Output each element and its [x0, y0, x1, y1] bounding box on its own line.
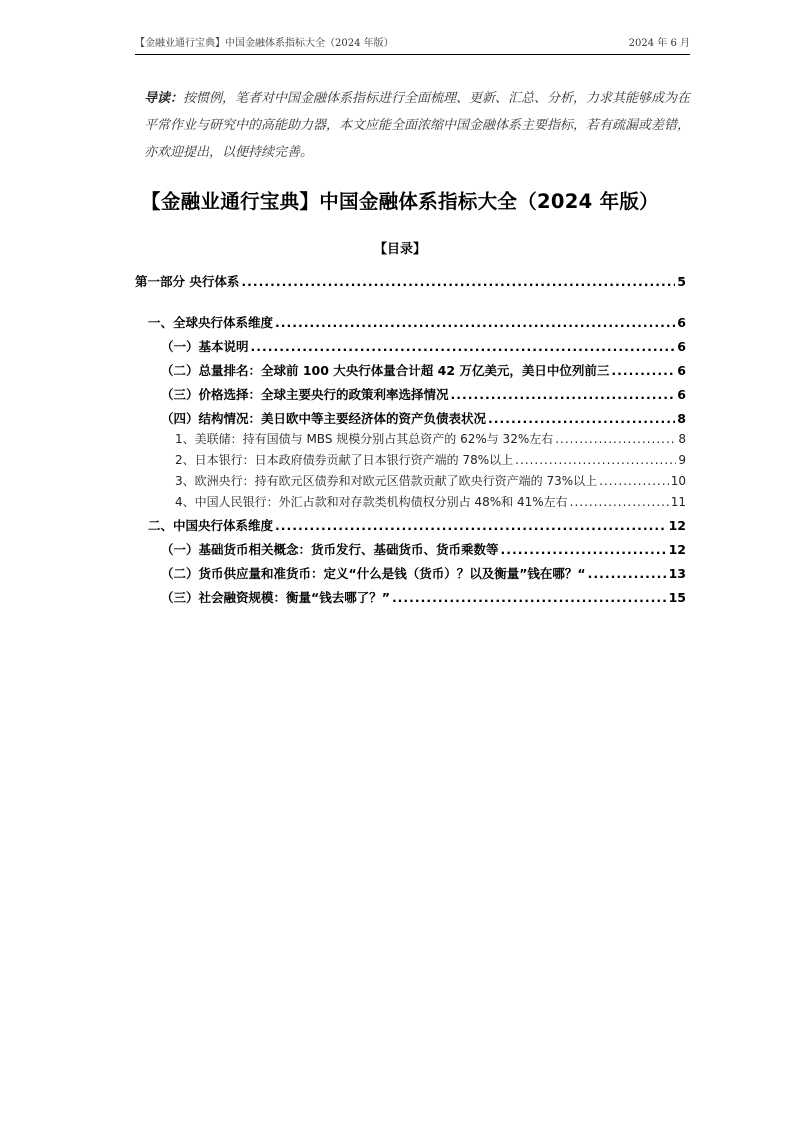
- toc-entry-subsection[interactable]: [161, 588, 686, 606]
- toc-leader-dots: [451, 387, 676, 402]
- intro-paragraph: [144, 85, 694, 166]
- toc-entry-part-1[interactable]: [135, 272, 686, 290]
- toc-page-number: 6: [677, 339, 686, 354]
- toc-entry-label: 第一部分 央行体系: [135, 274, 240, 289]
- toc-leader-dots: [570, 495, 669, 509]
- intro-text: 按惯例，笔者对中国金融体系指标进行全面梳理、更新、汇总、分析，力求其能够成为在平常作业与研究中的高能助力器，本文应能全面浓缩中国金融体系主要指标，若有疏漏或差错，亦欢迎提出，以便持续完善。: [144, 91, 691, 160]
- toc-leader-dots: [241, 274, 675, 289]
- toc-heading: 【目录】: [373, 242, 426, 257]
- toc-entry-label: 1、美联储：持有国债与 MBS 规模分别占其总资产的 62%与 32%左右: [175, 432, 554, 446]
- toc-entry-subsection[interactable]: [161, 564, 686, 582]
- toc-leader-dots: [392, 590, 667, 605]
- toc-entry-label: （一）基本说明: [161, 339, 249, 354]
- toc-entry-subsection[interactable]: [161, 409, 686, 427]
- toc-entry-subsection[interactable]: [161, 361, 686, 379]
- toc-page-number: 12: [668, 518, 686, 533]
- toc-page-number: 10: [670, 474, 686, 488]
- toc-entry-section-1[interactable]: [148, 313, 686, 331]
- header-document-title: 【金融业通行宝典】中国金融体系指标大全（2024 年版）: [135, 38, 394, 49]
- toc-page-number: 9: [678, 453, 686, 467]
- toc-entry-subsection[interactable]: [161, 337, 686, 355]
- toc-entry-label: 3、欧洲央行：持有欧元区债券和对欧元区借款贡献了欧央行资产端的 73%以上: [175, 474, 598, 488]
- toc-page-number: 8: [677, 411, 686, 426]
- toc-entry-label: 4、中国人民银行：外汇占款和对存款类机构债权分别占 48%和 41%左右: [175, 495, 568, 509]
- toc-entry-subsection[interactable]: [161, 385, 686, 403]
- toc-entry-item[interactable]: [175, 472, 686, 489]
- toc-leader-dots: [588, 566, 667, 581]
- toc-entry-label: （二）总量排名：全球前 100 大央行体量合计超 42 万亿美元，美日中位列前三: [161, 363, 610, 378]
- toc-leader-dots: [599, 474, 669, 488]
- toc-entry-label: 2、日本银行：日本政府债券贡献了日本银行资产端的 78%以上: [175, 453, 514, 467]
- toc-leader-dots: [611, 363, 675, 378]
- toc-page-number: 11: [670, 495, 686, 509]
- toc-page-number: 6: [677, 363, 686, 378]
- toc-leader-dots: [275, 315, 675, 330]
- header-date: 2024 年 6 月: [628, 38, 690, 49]
- toc-page-number: 13: [668, 566, 686, 581]
- toc-entry-section-2[interactable]: [148, 516, 686, 534]
- toc-leader-dots: [555, 432, 676, 446]
- toc-page-number: 5: [677, 274, 686, 289]
- toc-entry-label: （一）基础货币相关概念：货币发行、基础货币、货币乘数等: [161, 542, 499, 557]
- toc-entry-label: （三）社会融资规模：衡量“钱去哪了？”: [161, 590, 390, 605]
- page-header: [135, 34, 690, 52]
- intro-lead: 导读：: [144, 91, 184, 106]
- toc-leader-dots: [515, 453, 676, 467]
- toc-leader-dots: [251, 339, 676, 354]
- document-title: 【金融业通行宝典】中国金融体系指标大全（2024 年版）: [141, 190, 659, 213]
- toc-leader-dots: [488, 411, 675, 426]
- toc-entry-label: （三）价格选择：全球主要央行的政策利率选择情况: [161, 387, 449, 402]
- toc-entry-item[interactable]: [175, 451, 686, 468]
- toc-page-number: 6: [677, 315, 686, 330]
- toc-entry-label: （二）货币供应量和准货币：定义“什么是钱（货币）？以及衡量”钱在哪？“: [161, 566, 586, 581]
- toc-entry-label: 一、全球央行体系维度: [148, 315, 274, 330]
- toc-leader-dots: [275, 518, 667, 533]
- toc-page-number: 6: [677, 387, 686, 402]
- toc-entry-item[interactable]: [175, 493, 686, 510]
- toc-page-number: 8: [678, 432, 686, 446]
- toc-entry-label: （四）结构情况：美日欧中等主要经济体的资产负债表状况: [161, 411, 487, 426]
- toc-entry-item[interactable]: [175, 430, 686, 447]
- toc-page-number: 15: [668, 590, 686, 605]
- header-divider: [135, 54, 690, 55]
- toc-page-number: 12: [668, 542, 686, 557]
- toc-entry-subsection[interactable]: [161, 540, 686, 558]
- toc-entry-label: 二、中国央行体系维度: [148, 518, 274, 533]
- toc-leader-dots: [501, 542, 667, 557]
